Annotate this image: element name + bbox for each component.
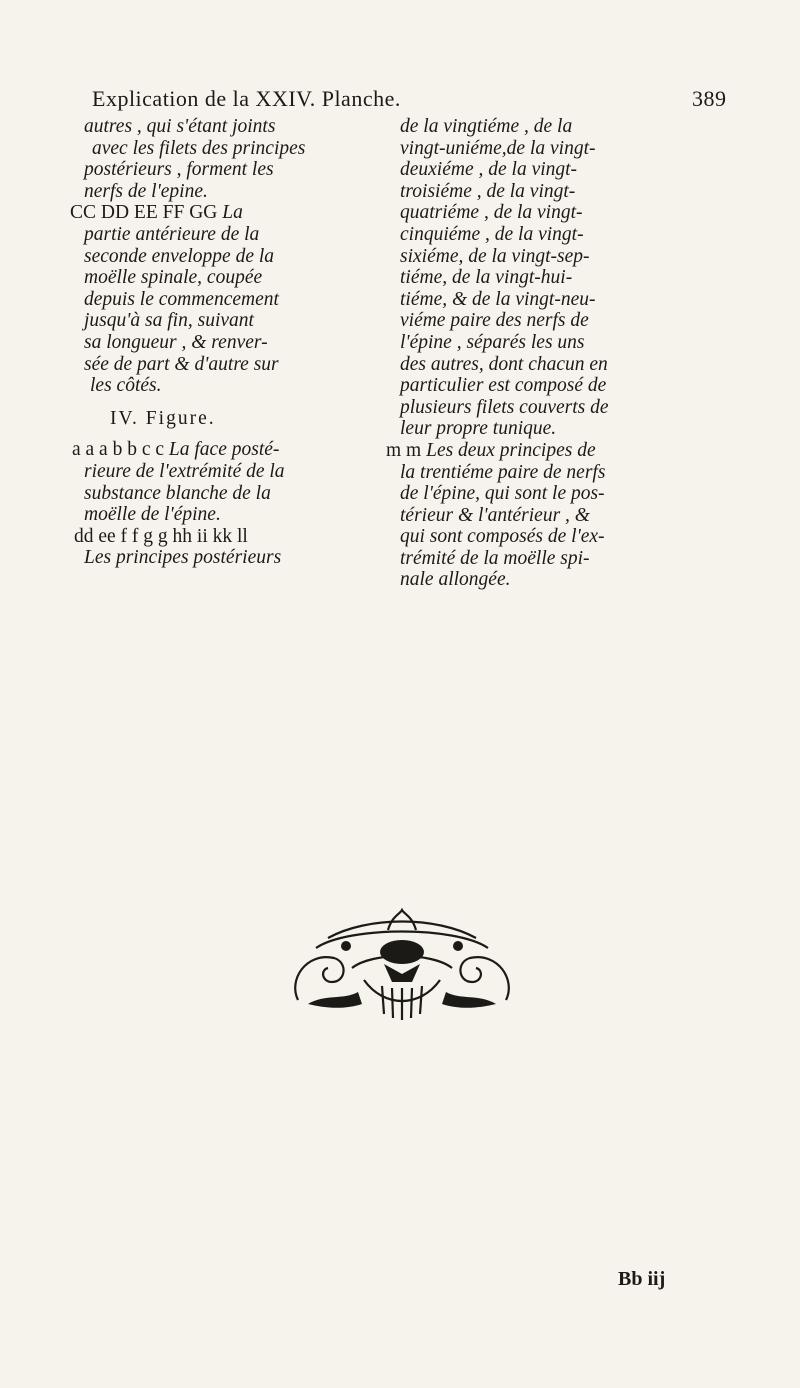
text-line: sa longueur , & renver-: [84, 331, 268, 353]
text-line: moëlle de l'épine.: [84, 504, 221, 526]
running-title: Explication de la XXIV. Planche.: [92, 86, 401, 111]
text-line: postérieurs , forment les: [84, 159, 274, 181]
text-line: plusieurs filets couverts de: [400, 396, 609, 418]
decorative-ornament-icon: [288, 908, 516, 1028]
text-line: [386, 440, 720, 462]
text-line: vingt-uniéme,de la vingt-: [400, 137, 596, 159]
text-line: rieure de l'extrémité de la: [84, 460, 285, 482]
text-line: cinquiéme , de la vingt-: [400, 223, 584, 245]
text-line: les côtés.: [90, 375, 162, 397]
text-line: avec les filets des principes: [92, 137, 306, 159]
text-line: de la vingtiéme , de la: [400, 116, 573, 137]
signature-mark: Bb iij: [618, 1268, 666, 1290]
figure-heading: IV. Figure.: [110, 407, 216, 429]
text-line: partie antérieure de la: [84, 223, 260, 245]
text-line: jusqu'à sa fin, suivant: [84, 310, 254, 332]
text-line: sée de part & d'autre sur: [84, 353, 279, 375]
text-line: depuis le commencement: [84, 288, 279, 310]
text-line: sixiéme, de la vingt-sep-: [400, 245, 590, 267]
text-line: de l'épine, qui sont le pos-: [400, 483, 605, 505]
item-label-cc: CC DD EE FF GG: [70, 202, 223, 224]
text-line: [70, 202, 322, 224]
item-label-mm: m m: [386, 439, 427, 461]
text-line: des autres, dont chacun en: [400, 353, 608, 375]
text-line: tiéme, de la vingt-hui-: [400, 267, 573, 289]
text-line: térieur & l'antérieur , &: [400, 504, 590, 526]
text-line: particulier est composé de: [400, 375, 607, 397]
item-label-aa: a a a b b c c: [72, 439, 169, 461]
text-line: moëlle spinale, coupée: [84, 267, 263, 289]
text-line: dd ee f f g g hh ii kk ll: [74, 525, 248, 547]
text-line: substance blanche de la: [84, 482, 271, 504]
item-text: La: [222, 202, 243, 224]
text-line: Les principes postérieurs: [84, 547, 282, 569]
text-line: quatriéme , de la vingt-: [400, 202, 583, 224]
text-line: [72, 439, 322, 461]
item-text: La face posté-: [168, 439, 280, 461]
text-line: leur propre tunique.: [400, 418, 557, 440]
text-line: tiéme, & de la vingt-neu-: [400, 288, 596, 310]
text-line: troisiéme , de la vingt-: [400, 180, 576, 202]
text-line: seconde enveloppe de la: [84, 245, 275, 267]
text-line: qui sont composés de l'ex-: [400, 526, 605, 548]
running-header: [92, 86, 732, 112]
text-line: trémité de la moëlle spi-: [400, 547, 590, 569]
text-line: viéme paire des nerfs de: [400, 310, 589, 332]
text-line: autres , qui s'étant joints: [84, 116, 276, 137]
text-line: nerfs de l'epine.: [84, 180, 208, 202]
text-line: nale allongée.: [400, 569, 511, 591]
left-column: [70, 116, 322, 569]
text-line: deuxiéme , de la vingt-: [400, 159, 578, 181]
page-number: 389: [692, 86, 727, 111]
item-text: Les deux principes de: [426, 439, 596, 461]
text-line: l'épine , séparés les uns: [400, 331, 585, 353]
text-line: la trentiéme paire de nerfs: [400, 461, 606, 483]
right-column: [386, 116, 720, 591]
